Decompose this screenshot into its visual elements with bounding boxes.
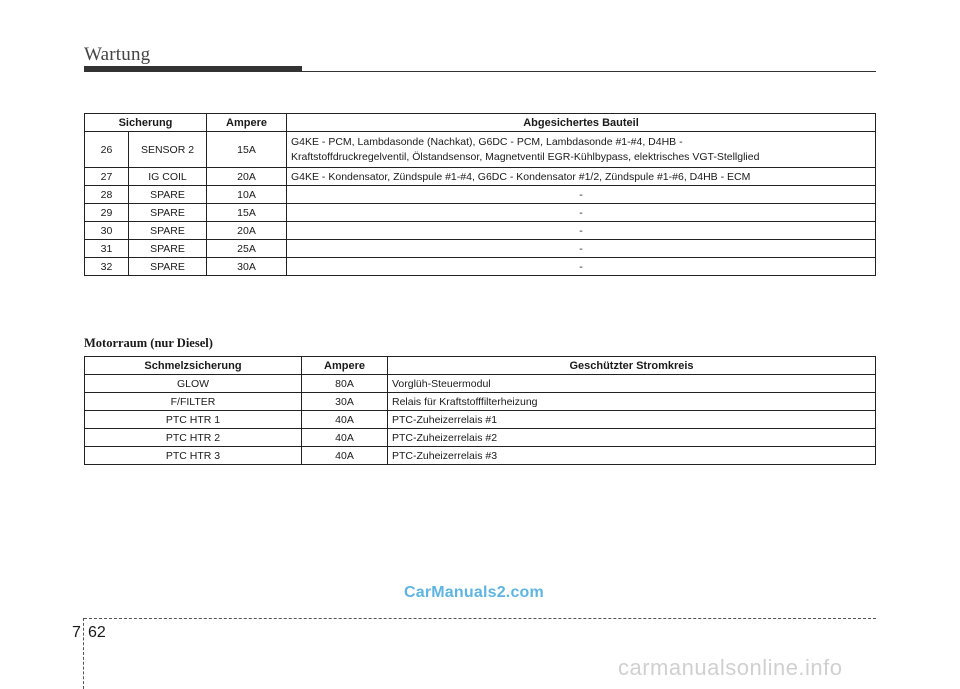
link-ampere: 40A: [302, 411, 388, 429]
fuse-name: SPARE: [129, 258, 207, 276]
fuse-component: -: [287, 222, 876, 240]
link-name: PTC HTR 3: [85, 447, 302, 465]
section-title: Motorraum (nur Diesel): [84, 336, 213, 350]
link-ampere: 80A: [302, 375, 388, 393]
fuse-number: 31: [85, 240, 129, 258]
table-row: [85, 411, 876, 429]
fuse-number: 26: [85, 132, 129, 168]
fuse-number: 32: [85, 258, 129, 276]
fusible-link-table-header: [85, 357, 876, 375]
fuse-table: [84, 113, 876, 276]
link-circuit: Relais für Kraftstofffilterheizung: [388, 393, 876, 411]
page-header-title: Wartung: [84, 44, 151, 65]
fuse-name: SPARE: [129, 222, 207, 240]
header-rule-thin: [302, 71, 876, 72]
fuse-component-line: Kraftstoffdruckregelventil, Ölstandsensor, Magnetventil EGR-Kühlbypass, elektrisches VGT-Stellglied: [291, 151, 760, 163]
col-header-ampere: Ampere: [207, 114, 287, 132]
fuse-ampere: 20A: [207, 168, 287, 186]
fuse-component: G4KE - Kondensator, Zündspule #1-#4, G6DC - Kondensator #1/2, Zündspule #1-#6, D4HB - ECM: [287, 168, 876, 186]
link-name: GLOW: [85, 375, 302, 393]
link-ampere: 30A: [302, 393, 388, 411]
col-header-component: Abgesichertes Bauteil: [287, 114, 876, 132]
link-circuit: Vorglüh-Steuermodul: [388, 375, 876, 393]
fuse-ampere: 20A: [207, 222, 287, 240]
table-row: [85, 222, 876, 240]
fuse-name: IG COIL: [129, 168, 207, 186]
fuse-ampere: 15A: [207, 204, 287, 222]
fuse-name: SPARE: [129, 204, 207, 222]
table-row: [85, 186, 876, 204]
fuse-component: [287, 132, 876, 168]
fuse-ampere: 25A: [207, 240, 287, 258]
link-circuit: PTC-Zuheizerrelais #1: [388, 411, 876, 429]
table-row: [85, 240, 876, 258]
table-row: [85, 393, 876, 411]
link-ampere: 40A: [302, 429, 388, 447]
table-row: [85, 168, 876, 186]
fuse-name: SPARE: [129, 186, 207, 204]
fuse-name: SPARE: [129, 240, 207, 258]
watermark-link[interactable]: CarManuals2.com: [404, 584, 544, 601]
chapter-number: 7: [72, 624, 81, 641]
footer-divider: [84, 618, 876, 619]
link-circuit: PTC-Zuheizerrelais #2: [388, 429, 876, 447]
col-header-fuse: Sicherung: [85, 114, 207, 132]
fuse-number: 27: [85, 168, 129, 186]
fuse-table-header: [85, 114, 876, 132]
fuse-component: -: [287, 258, 876, 276]
site-watermark: carmanualsonline.info: [618, 655, 843, 680]
fuse-number: 30: [85, 222, 129, 240]
footer-vertical-divider: [83, 618, 84, 689]
link-circuit: PTC-Zuheizerrelais #3: [388, 447, 876, 465]
fuse-number: 28: [85, 186, 129, 204]
header-rule-thick: [84, 66, 302, 72]
link-ampere: 40A: [302, 447, 388, 465]
table-row: [85, 447, 876, 465]
table-row: [85, 204, 876, 222]
link-name: PTC HTR 2: [85, 429, 302, 447]
col-header-circuit: Geschützter Stromkreis: [388, 357, 876, 375]
fuse-component: -: [287, 240, 876, 258]
fusible-link-table: [84, 356, 876, 465]
col-header-ampere: Ampere: [302, 357, 388, 375]
fuse-component-line: G4KE - PCM, Lambdasonde (Nachkat), G6DC - PCM, Lambdasonde #1-#4, D4HB -: [291, 136, 683, 148]
fuse-ampere: 30A: [207, 258, 287, 276]
fuse-name: SENSOR 2: [129, 132, 207, 168]
link-name: F/FILTER: [85, 393, 302, 411]
table-row: [85, 429, 876, 447]
table-row: [85, 132, 876, 168]
fuse-ampere: 10A: [207, 186, 287, 204]
col-header-fusible-link: Schmelzsicherung: [85, 357, 302, 375]
table-row: [85, 375, 876, 393]
fuse-number: 29: [85, 204, 129, 222]
page-number: 62: [88, 624, 106, 641]
fuse-ampere: 15A: [207, 132, 287, 168]
fuse-component: -: [287, 186, 876, 204]
link-name: PTC HTR 1: [85, 411, 302, 429]
table-row: [85, 258, 876, 276]
fuse-component: -: [287, 204, 876, 222]
